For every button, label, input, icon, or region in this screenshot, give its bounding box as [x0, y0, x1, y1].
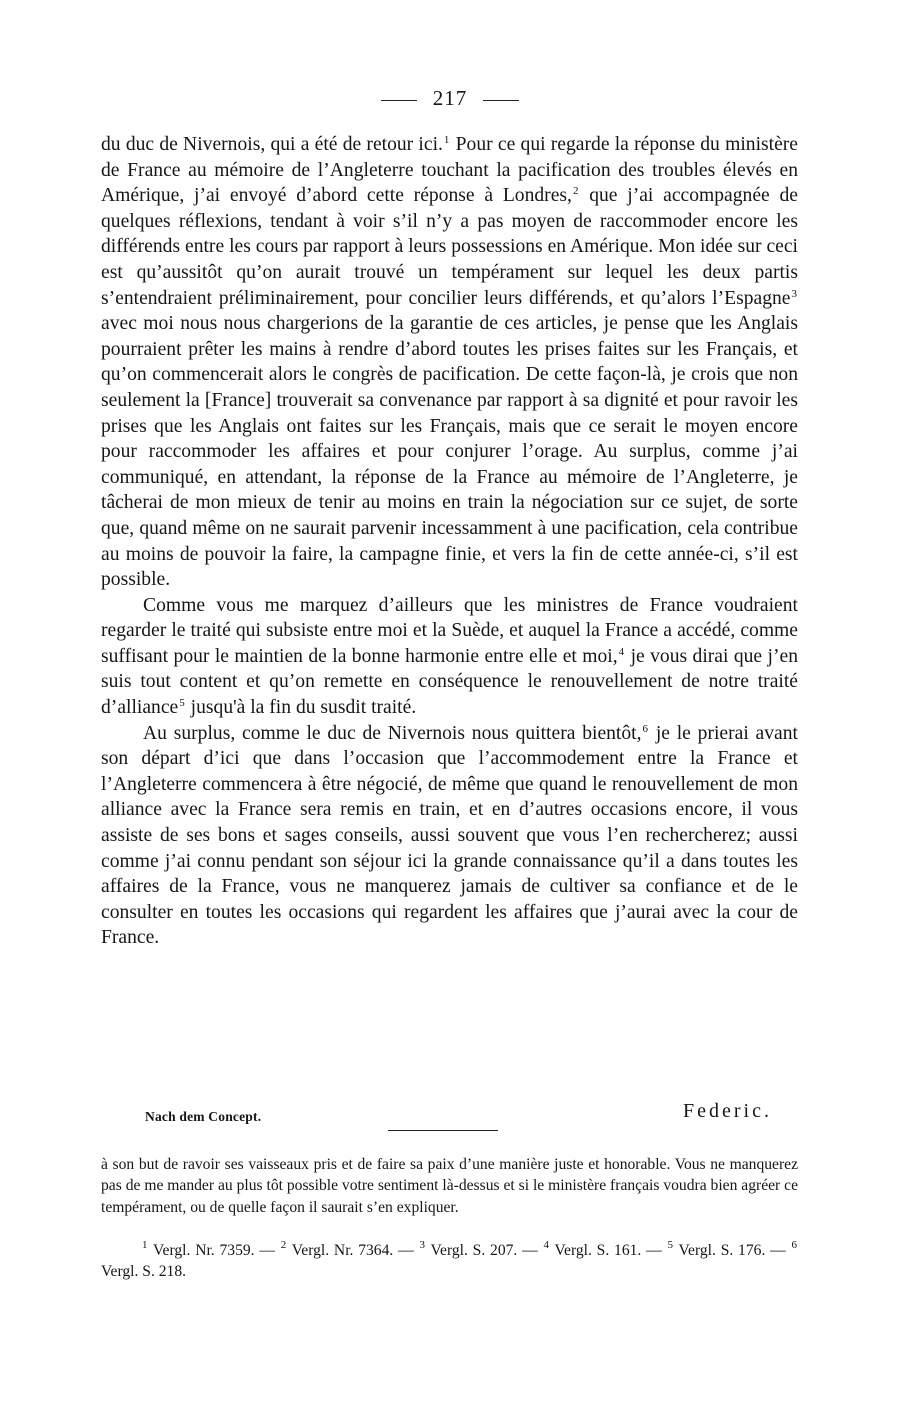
footnote-marker: 2 [572, 185, 579, 198]
footnote-marker: 4 [618, 645, 625, 658]
source-note: Nach dem Concept. [145, 1109, 262, 1124]
footnote-marker: 1 [443, 134, 450, 146]
footnotes [101, 1240, 798, 1283]
paragraph-2 [101, 593, 798, 721]
footnote-text: Vergl. S. 207. — [430, 1242, 538, 1259]
footnote-text: Vergl. S. 176. — [678, 1242, 786, 1259]
paragraph-text: Comme vous me marquez d’ailleurs que les ministres de France voudraient regarder le traité qui subsiste entre moi et la Suède, et auquel la France a accédé, comme suffisant pour le maintien de la bonne harmonie entre elle et moi, [101, 594, 798, 667]
footnote-number: 1 [142, 1239, 148, 1251]
footnote-text: Vergl. S. 218. [101, 1263, 187, 1281]
paragraph-text: Pour ce qui regarde la réponse du ministère de France au mémoire de l’Angleterre touchant la pacification des troubles élevés en Amérique, j’ai envoyé d’abord cette réponse à Londres, [101, 134, 798, 207]
paragraph-text: du duc de Nivernois, qui a été de retour ici. [101, 134, 443, 155]
paragraph-text: jusqu'à la fin du susdit traité. [190, 697, 417, 719]
footnote-item [542, 1239, 662, 1259]
header-dash-right [483, 100, 519, 101]
footnote-continuation [101, 1154, 798, 1218]
page-number: 217 [432, 86, 468, 110]
letter-closing [101, 1100, 798, 1130]
paragraph-1 [101, 132, 798, 593]
footnote-number: 6 [791, 1239, 798, 1251]
footnote-number: 5 [667, 1239, 673, 1251]
footnote-number: 3 [419, 1239, 425, 1251]
paragraph-text: Au surplus, comme le duc de Nivernois nous quittera bientôt, [143, 722, 642, 744]
footnote-continuation-text: à son but de ravoir ses vaisseaux pris et de faire sa paix d’une manière juste et honorable. Vous ne manquerez pas de me mander au plus tôt possible votre sentiment là-dessus et si le ministère français voudra bien agréer ce tempérament, ou de quelle façon il saurait s’en expliquer. [101, 1156, 798, 1216]
footnote-marker: 5 [179, 697, 185, 710]
footnote-number: 2 [280, 1239, 287, 1251]
paragraph-text: je le prierai avant son départ d’ici que dans l’occasion que l’accommodement entre la France et l’Angleterre commencera à être négocié, de même que quand le renouvellement de mon alliance avec la France sera remis en train, et en d’autres occasions encore, il vous assiste de ses bons et sages conseils, aussi souvent que vous l’en rechercherez; aussi comme j’ai connu pendant son séjour ici la grande connaissance qu’il a dans toutes les affaires de la France, vous ne manquerez jamais de cultiver sa confiance et de le consulter en toutes les occasions qui regardent les affaires que j’aurai avec la cour de France. [101, 722, 798, 949]
signature: Federic. [683, 1100, 772, 1122]
footnote-text: Vergl. Nr. 7359. — [153, 1242, 275, 1259]
paragraph-text: je vous dirai que j’en suis tout content et qu’on remette en conséquence le renouvellement de notre traité d’alliance [101, 645, 798, 719]
footnote-item [667, 1239, 786, 1259]
footnote-marker: 6 [642, 722, 649, 735]
letter-body [101, 132, 798, 951]
paragraph-3 [101, 721, 798, 951]
footnote-item [141, 1239, 275, 1259]
paragraph-text: avec moi nous nous chargerions de la garantie de ces articles, je pense que les Anglais pourraient prêter les mains à rendre d’abord toutes les prises faites sur les Français, et qu’on commencerait alors le congrès de pacification. De cette façon-là, je crois que non seulement la [France] trouverait sa convenance par rapport à sa dignité et pour ravoir les prises que les Anglais ont faites sur les Français, mais que ce serait le moyen encore pour raccommoder les affaires et pour conjurer l’orage. Au surplus, comme j’ai communiqué, en attendant, la réponse de la France au mémoire de l’Angleterre, je tâcherai de mon mieux de tenir au moins en train la négociation sur ce sujet, de sorte que, quand même on ne saurait parvenir incessamment à une pacification, cela contribue au moins de pouvoir la faire, la campagne finie, et vers la fin de cette année-ci, s’il est possible. [101, 313, 798, 591]
footnote-number: 4 [543, 1239, 549, 1251]
footnote-text: Vergl. S. 161. — [554, 1242, 662, 1259]
header-dash-left [381, 100, 417, 101]
footnote-item [418, 1239, 538, 1259]
page-header [0, 86, 900, 111]
paragraph-text: que j’ai accompagnée de quelques réflexions, tendant à voir s’il n’y a pas moyen de raccommoder encore les différends entre les cours par rapport à leurs possessions en Amérique. Mon idée sur ceci est qu’aussitôt qu’on aurait trouvé un tempérament sur lequel les deux partis s’entendraient préliminairement, pour concilier leurs différends, et qu’alors l’Espagne [101, 185, 798, 309]
footnote-text: Vergl. Nr. 7364. — [291, 1242, 414, 1259]
footnote-marker: 3 [791, 287, 797, 300]
footnote-separator [388, 1130, 498, 1131]
footnote-item [280, 1239, 414, 1259]
